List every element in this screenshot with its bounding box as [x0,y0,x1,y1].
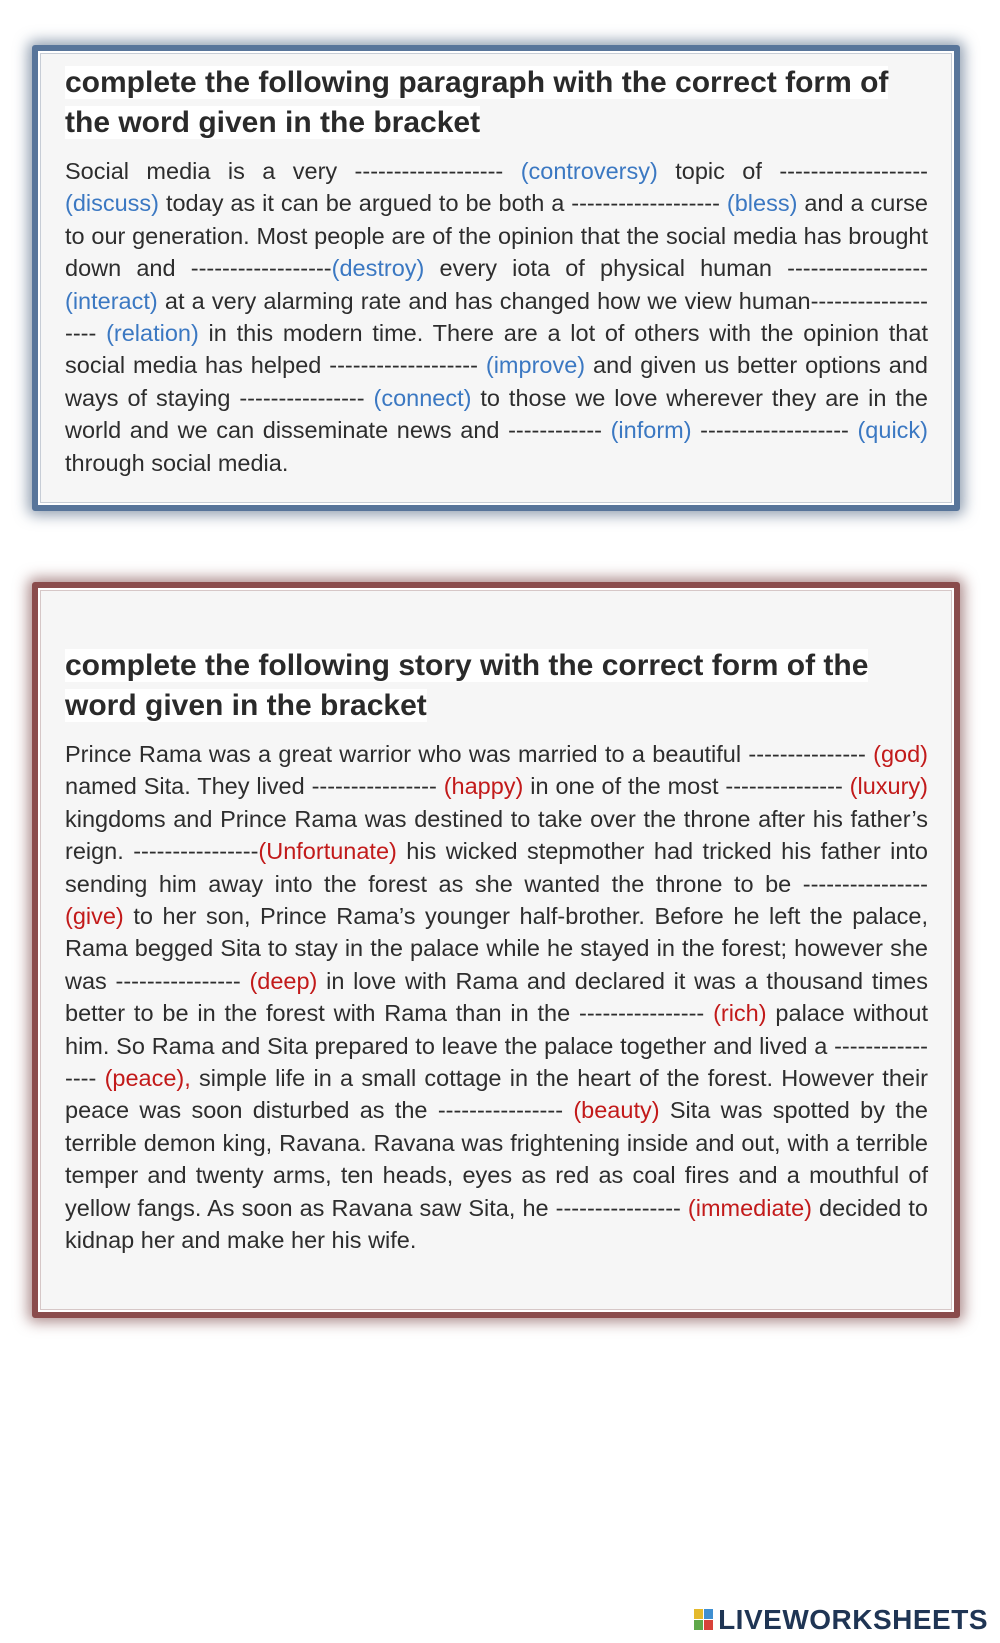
bracket-word: (inform) [610,417,692,444]
bracket-word: (give) [65,903,124,930]
bracket-word: (improve) [485,352,586,379]
paragraph-text: simple life in a small cottage in the heart of the forest. However their peace was soon disturbed as the ---------------- [65,1065,928,1124]
bracket-word: (beauty) [573,1097,660,1124]
paragraph-text: Sita was spotted by the terrible demon king, Ravana. Ravana was frightening inside and out, with a terrible temper and twenty arms, ten heads, eyes as red as coal fires and a mouthful of yellow fangs. As soon as Ravana saw Sita, he ---------------- [65,1097,928,1221]
bracket-word: (interact) [65,287,158,314]
paragraph-text: in this modern time. There are a lot of others with the opinion that social media has helped ------------------- [65,320,928,379]
exercise-heading-text: complete the following paragraph with the correct form of the word given in the bracket [65,66,889,139]
paragraph-text: Prince Rama was a great warrior who was married to a beautiful --------------- [65,741,874,767]
bracket-word: (happy) [443,773,524,800]
paragraph-text: in love with Rama and declared it was a thousand times better to be in the forest with Rama than in the ---------------- [65,967,928,1027]
paragraph-text: topic of ------------------- [657,158,929,184]
bracket-word: (god) [873,741,928,767]
paragraph-text: and a curse to our generation. Most people are of the opinion that the social media has brought down and ------------------ [65,190,928,282]
paragraph-text: every iota of physical human ------------------ [424,255,929,282]
paragraph-text: today as it can be argued to be both a ------------------- [159,190,727,217]
bracket-word: (relation) [106,320,199,347]
bracket-word: (bless) [726,190,798,217]
paragraph-text: named Sita. They lived ---------------- [65,773,444,800]
paragraph-text: to her son, Prince Rama’s younger half-brother. Before he left the palace, Rama begged Sita to stay in the palace while he stayed in the forest; however she was ---------------- [65,903,928,994]
paragraph-text: and given us better options and ways of staying ---------------- [65,352,928,411]
bracket-word: (luxury) [849,773,929,800]
bracket-word: (destroy) [331,255,425,282]
exercise-card-paragraph [32,45,960,511]
bracket-word: (rich) [713,1000,767,1027]
paragraph-text: at a very alarming rate and has changed how we view human------------------- [65,287,928,347]
paragraph-text: ------------------- [691,417,858,444]
paragraph-text: through social media. [65,449,289,476]
paragraph-text: to those we love wherever they are in the world and we can disseminate news and ------------ [65,384,928,444]
exercise-heading-text: complete the following story with the correct form of the word given in the bracket [65,649,869,722]
logo-brand-text: LIVEWORKSHEETS [718,1604,988,1635]
bracket-word: (quick) [857,417,928,444]
exercise-heading [65,63,928,143]
paragraph-text: palace without him. So Rama and Sita prepared to leave the palace together and lived a ---------------- [65,1000,928,1092]
exercise-card-story [32,582,960,1318]
bracket-word: (peace), [104,1065,191,1092]
bracket-word: (deep) [249,967,318,994]
liveworksheets-logo [694,1603,988,1637]
story-paragraph [65,738,928,1257]
paragraph-text: kingdoms and Prince Rama was destined to take over the throne after his father’s reign. ---------------- [65,805,928,865]
paragraph-text: in one of the most --------------- [523,773,850,800]
paragraph-text: Social media is a very ------------------- [65,158,521,184]
bracket-word: (Unfortunate) [258,838,397,865]
bracket-word: (connect) [373,384,472,411]
exercise-paragraph [65,155,928,479]
bracket-word: (immediate) [687,1194,812,1221]
bracket-word: (discuss) [65,190,160,217]
bracket-word: (controversy) [520,158,658,184]
paragraph-text: his wicked stepmother had tricked his father into sending him away into the forest as she wanted the throne to be ---------------- [65,838,928,897]
logo-grid-icon [694,1609,714,1631]
paragraph-text: decided to kidnap her and make her his wife. [65,1194,928,1254]
exercise-heading [65,646,928,726]
